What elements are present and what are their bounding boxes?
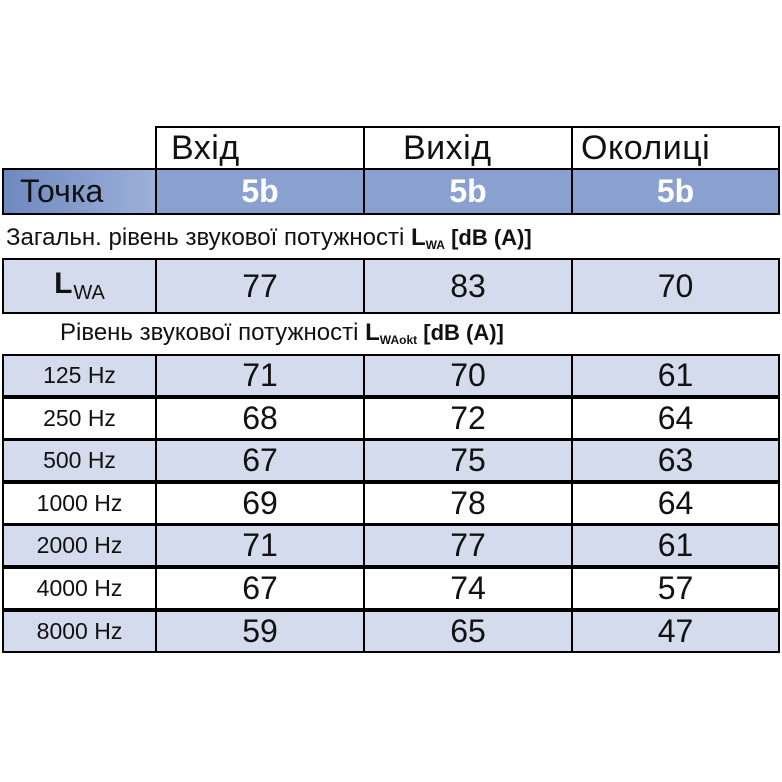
octave-value-surroundings: 47: [571, 610, 780, 653]
total-sound-power-caption: [6, 224, 532, 252]
octave-value-outlet: 72: [363, 397, 573, 440]
octave-value-surroundings: 57: [571, 567, 780, 610]
frequency-label: 2000 Hz: [2, 524, 157, 567]
octave-caption-symbol: L: [365, 319, 380, 346]
frequency-label: 125 Hz: [2, 354, 157, 397]
lwa-label-sub: WA: [73, 282, 105, 304]
octave-caption-text: Рівень звукової потужності: [60, 319, 366, 346]
octave-value-inlet: 67: [155, 439, 365, 482]
frequency-label: 1000 Hz: [2, 482, 157, 525]
octave-value-surroundings: 61: [571, 524, 780, 567]
column-header-inlet: Вхід: [155, 126, 365, 170]
lwa-row-label: [2, 258, 157, 314]
octave-value-inlet: 71: [155, 354, 365, 397]
total-caption-symbol-sub: WA: [425, 238, 445, 252]
lwa-value-inlet: 77: [155, 258, 365, 314]
octave-value-inlet: 68: [155, 397, 365, 440]
total-caption-symbol: L: [410, 224, 426, 251]
lwa-label-symbol: L: [54, 267, 73, 300]
octave-value-inlet: 71: [155, 524, 365, 567]
total-caption-unit: [dB (A)]: [444, 225, 532, 250]
octave-value-inlet: 69: [155, 482, 365, 525]
point-value-outlet: 5b: [363, 168, 573, 215]
octave-value-outlet: 70: [363, 354, 573, 397]
point-value-surroundings: 5b: [571, 168, 780, 215]
octave-value-outlet: 74: [363, 567, 573, 610]
octave-sound-power-caption: [60, 319, 504, 347]
octave-value-inlet: 67: [155, 567, 365, 610]
point-row-label: Точка: [2, 168, 157, 215]
octave-value-outlet: 75: [363, 439, 573, 482]
octave-caption-symbol-sub: WAokt: [379, 333, 418, 347]
octave-value-outlet: 78: [363, 482, 573, 525]
column-header-surroundings: Околиці: [571, 126, 780, 170]
frequency-label: 250 Hz: [2, 397, 157, 440]
lwa-value-outlet: 83: [363, 258, 573, 314]
point-value-inlet: 5b: [155, 168, 365, 215]
octave-value-surroundings: 64: [571, 397, 780, 440]
total-caption-text: Загальн. рівень звукової потужності: [6, 224, 411, 251]
octave-caption-unit: [dB (A)]: [417, 320, 504, 345]
frequency-label: 4000 Hz: [2, 567, 157, 610]
frequency-label: 500 Hz: [2, 439, 157, 482]
octave-value-surroundings: 61: [571, 354, 780, 397]
lwa-value-surroundings: 70: [571, 258, 780, 314]
octave-value-outlet: 65: [363, 610, 573, 653]
octave-value-surroundings: 63: [571, 439, 780, 482]
octave-value-surroundings: 64: [571, 482, 780, 525]
column-header-outlet: Вихід: [363, 126, 573, 170]
octave-value-inlet: 59: [155, 610, 365, 653]
frequency-label: 8000 Hz: [2, 610, 157, 653]
octave-value-outlet: 77: [363, 524, 573, 567]
